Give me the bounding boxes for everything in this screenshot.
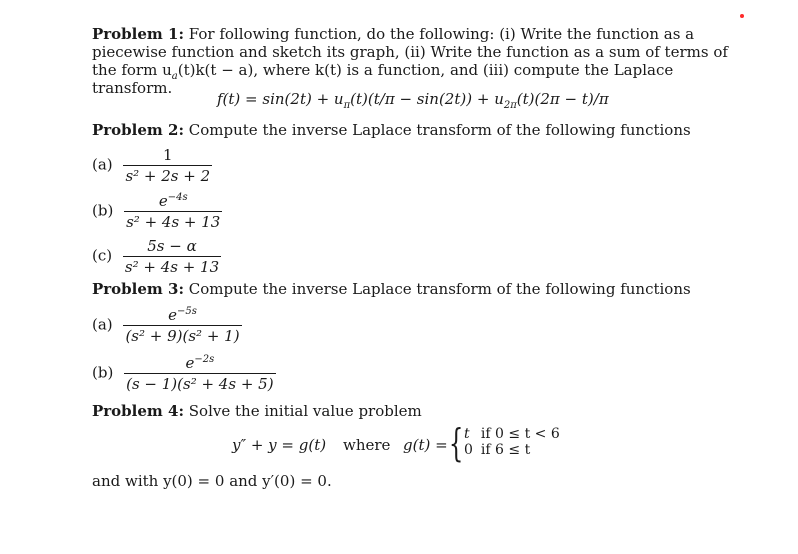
problem-2-heading: Problem 2: [92, 121, 184, 139]
case-condition: if 6 ≤ t [480, 442, 531, 458]
eq-part-2: (t)(t/π − sin(2t)) + u [350, 90, 504, 108]
numerator: 1 [163, 146, 173, 164]
fraction [123, 306, 241, 345]
item-label: (b) [92, 363, 114, 382]
eq-sub-2pi: 2π [503, 100, 517, 111]
denominator: s² + 4s + 13 [126, 213, 221, 231]
problem-2a [92, 146, 212, 185]
problem-3a [92, 306, 242, 345]
numerator-base: e [158, 192, 168, 210]
denominator: s² + 2s + 2 [125, 167, 211, 185]
problem-3-body: Compute the inverse Laplace transform of the following functions [188, 280, 691, 298]
initial-conditions: and with y(0) = 0 and y′(0) = 0. [92, 472, 332, 490]
problem-3-title [92, 280, 691, 298]
problem-2-title [92, 121, 691, 139]
problem-1-heading: Problem 1: [92, 25, 184, 43]
ode-equation: y″ + y = g(t) [232, 436, 327, 454]
case-value: 0 [464, 442, 473, 458]
numerator-exponent: −4s [167, 192, 188, 203]
problem-1-body: For following function, do the following: (i) Write the function as a piecewise function and sketch its graph, (ii) Write the function as a sum of terms of the form u [92, 25, 728, 79]
numerator: 5s − α [147, 237, 197, 255]
problem-1-sub-a: a [171, 71, 178, 82]
item-label: (c) [92, 246, 113, 265]
problem-3-heading: Problem 3: [92, 280, 184, 298]
fraction [123, 146, 212, 185]
case-row [460, 426, 564, 442]
where-word: where [343, 436, 391, 454]
denominator: (s − 1)(s² + 4s + 5) [126, 375, 274, 393]
item-label: (a) [92, 315, 113, 334]
fraction [123, 237, 221, 276]
numerator-exponent: −2s [194, 354, 215, 365]
problem-1-equation [217, 90, 609, 111]
case-condition: if 0 ≤ t < 6 [480, 426, 560, 442]
item-label: (b) [92, 201, 114, 220]
eq-part-3: (t)(2π − t)/π [516, 90, 609, 108]
problem-1-text [92, 25, 732, 97]
eq-sub-pi: π [343, 100, 351, 111]
problem-3b [92, 354, 276, 393]
fraction [124, 354, 275, 393]
eq-part-1: f(t) = sin(2t) + u [217, 90, 344, 108]
problem-2c [92, 237, 221, 276]
case-value: t [464, 426, 470, 442]
problem-4-title [92, 402, 422, 420]
numerator-base: e [168, 306, 178, 324]
problem-4-heading: Problem 4: [92, 402, 184, 420]
problem-2-body: Compute the inverse Laplace transform of the following functions [188, 121, 691, 139]
g-definition-lhs: g(t) = [403, 436, 448, 454]
problem-4-body: Solve the initial value problem [188, 402, 422, 420]
item-label: (a) [92, 155, 113, 174]
denominator: (s² + 9)(s² + 1) [125, 327, 240, 345]
red-dot-marker [740, 14, 744, 18]
case-row [460, 442, 564, 458]
piecewise-cases [460, 426, 564, 458]
denominator: s² + 4s + 13 [124, 258, 220, 276]
fraction [124, 192, 222, 231]
problem-2b [92, 192, 222, 231]
problem-1-body-2: (t)k(t − a), where k(t) is a function, and (iii) compute the Laplace transform. [92, 61, 674, 97]
numerator-exponent: −5s [177, 306, 197, 317]
numerator-base: e [185, 354, 195, 372]
piecewise-brace: { [448, 421, 464, 465]
